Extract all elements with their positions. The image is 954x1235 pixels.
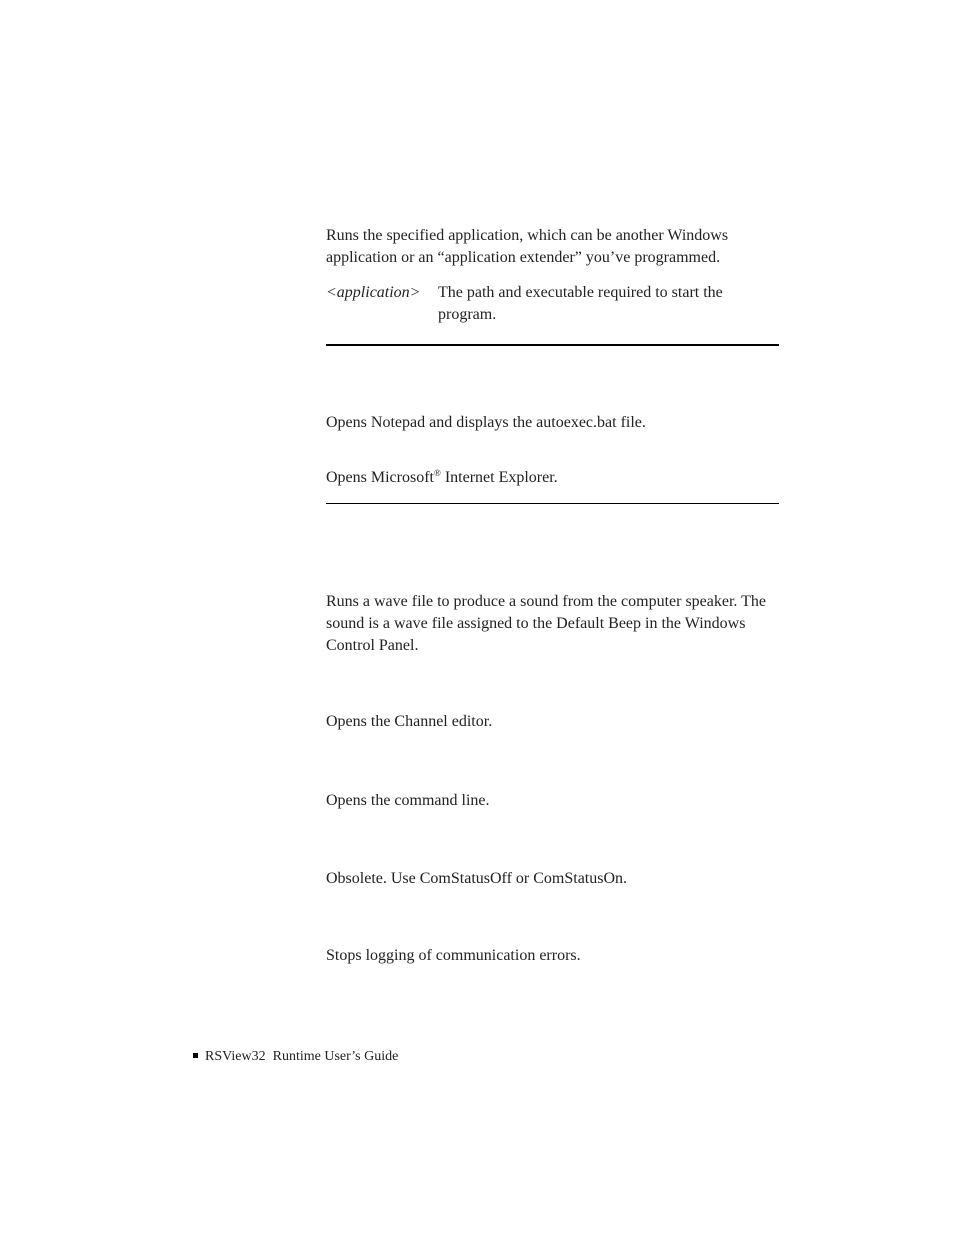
example-ie-prefix: Opens Microsoft (326, 469, 434, 486)
section-divider-thin (326, 503, 779, 504)
param-desc-application: The path and executable required to start the program. (438, 284, 723, 323)
registered-mark: ® (433, 468, 441, 478)
example-ie-suffix: Internet Explorer. (440, 469, 558, 486)
appstart-description: Runs the specified application, which can be another Windows application or an “application extender” you’ve programmed. (326, 227, 729, 266)
example-internet-explorer (326, 467, 776, 489)
commandline-description: Opens the command line. (326, 792, 490, 809)
comstatusoff-description: Stops logging of communication errors. (326, 947, 581, 964)
footer-title: RSView32 Runtime User’s Guide (205, 1049, 399, 1064)
page-footer (193, 1048, 398, 1066)
section-divider-thick (326, 344, 779, 346)
channel-description: Opens the Channel editor. (326, 713, 493, 730)
beep-description: Runs a wave file to produce a sound from the computer speaker. The sound is a wave file assigned to the Default Beep in the Windows Control Panel. (326, 593, 767, 654)
param-name-application: <application> (326, 284, 421, 301)
footer-bullet-icon (193, 1053, 198, 1058)
example-notepad: Opens Notepad and displays the autoexec.bat file. (326, 414, 646, 431)
comstatus-description: Obsolete. Use ComStatusOff or ComStatusOn. (326, 870, 628, 887)
